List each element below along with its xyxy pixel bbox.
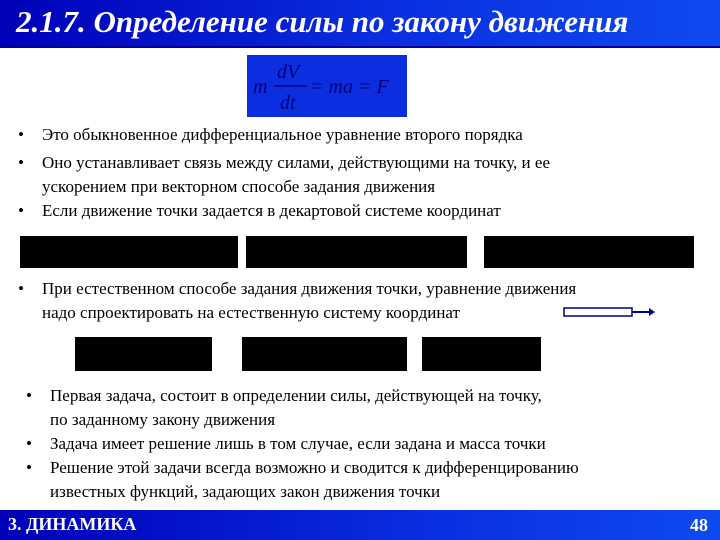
formula-box	[247, 55, 407, 117]
formula-denominator: dt	[280, 92, 296, 114]
formula-image-y	[246, 236, 467, 268]
bullet-text-continued: ускорением при векторном способе задания движения	[42, 177, 436, 196]
bullet-text: Если движение точки задается в декартовой системе координат	[42, 201, 501, 220]
formula-image-x	[20, 236, 238, 268]
list-item	[26, 456, 710, 504]
bullet-text: Оно устанавливает связь между силами, действующими на точку, и ее	[42, 153, 550, 172]
bullet-text: Решение этой задачи всегда возможно и сводится к дифференцированию	[50, 458, 579, 477]
formula-m: m	[253, 76, 268, 98]
formula-numerator: dV	[277, 61, 300, 83]
list-item	[26, 432, 710, 456]
bullet-text: Задача имеет решение лишь в том случае, если задана и масса точки	[50, 434, 546, 453]
formula-svg	[247, 55, 407, 117]
bullet-text: При естественном способе задания движения точки, уравнение движения	[42, 279, 577, 298]
list-item	[18, 199, 708, 223]
bullet-text: Это обыкновенное дифференциальное уравнение второго порядка	[42, 125, 523, 144]
bullet-marker: •	[26, 386, 32, 405]
slide-title: 2.1.7. Определение силы по закону движения	[16, 4, 629, 39]
formula-image-b	[422, 337, 541, 371]
formula-image-z	[484, 236, 694, 268]
bullet-marker: •	[18, 153, 24, 172]
list-item	[18, 123, 708, 147]
footer-section-label: 3. ДИНАМИКА	[8, 514, 137, 534]
list-item	[26, 384, 710, 432]
bullet-marker: •	[18, 125, 24, 144]
page-number: 48	[690, 515, 708, 535]
bullet-list-1	[18, 123, 708, 223]
formula-image-n	[242, 337, 407, 371]
formula-rest: = ma = F	[310, 76, 389, 98]
right-arrow-icon	[563, 304, 655, 320]
bullet-text-continued: по заданному закону движения	[50, 410, 276, 429]
bullet-text-continued: надо спроектировать на естественную систему координат	[42, 303, 460, 322]
list-item	[18, 151, 708, 199]
bullet-marker: •	[18, 201, 24, 220]
title-underline	[0, 46, 720, 48]
bullet-marker: •	[26, 458, 32, 477]
formula-image-tau	[75, 337, 212, 371]
bullet-marker: •	[26, 434, 32, 453]
bullet-text-continued: известных функций, задающих закон движения точки	[50, 482, 441, 501]
bullet-text: Первая задача, состоит в определении силы, действующей на точку,	[50, 386, 542, 405]
bullet-list-3	[26, 384, 710, 504]
bullet-marker: •	[18, 279, 24, 298]
